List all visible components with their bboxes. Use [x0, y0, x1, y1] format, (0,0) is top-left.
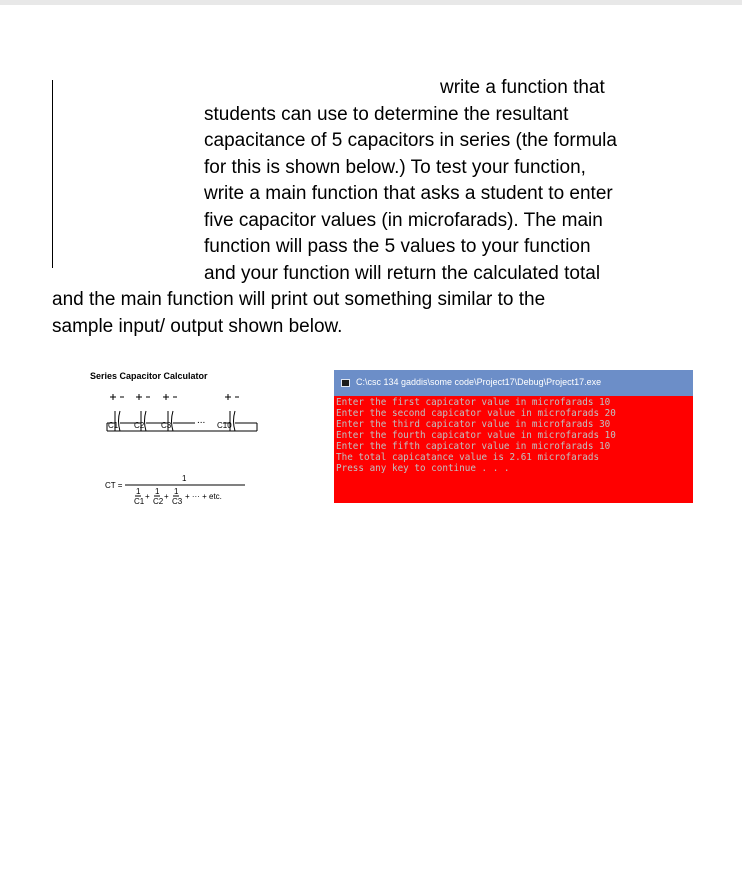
cap-label-c10: C10	[217, 421, 232, 430]
capacitor-diagram	[85, 365, 285, 515]
cap-label-c3: C3	[161, 421, 172, 430]
formula-lhs: CT =	[105, 481, 123, 490]
series-ellipsis: ...	[197, 415, 206, 426]
figure-title: Series Capacitor Calculator	[90, 371, 208, 381]
series-capacitor-figure	[85, 365, 285, 515]
console-line: Press any key to continue . . .	[336, 463, 510, 474]
paragraph-line: and the main function will print out something similar to the	[52, 289, 546, 310]
formula-tail: + ··· + etc.	[185, 492, 222, 501]
paragraph-line: capacitance of 5 capacitors in series (the formula	[204, 130, 617, 151]
cap-label-c1: C1	[108, 421, 119, 430]
term-num-3: 1	[174, 487, 179, 496]
plus-sign: +	[164, 492, 169, 501]
paragraph-line: write a main function that asks a student to enter	[204, 183, 613, 204]
term-num-2: 1	[155, 487, 160, 496]
console-output	[334, 396, 693, 503]
paragraph-line: five capacitor values (in microfarads). The main	[204, 210, 603, 231]
console-app-icon	[341, 379, 350, 387]
console-line: The total capicatance value is 2.61 microfarads	[336, 452, 600, 463]
paragraph-line: for this is shown below.) To test your function,	[204, 157, 586, 178]
console-line: Enter the fifth capicator value in microfarads 10	[336, 441, 611, 452]
term-den-3: C3	[172, 497, 183, 506]
console-line: Enter the second capicator value in microfarads 20	[336, 408, 616, 419]
paragraph-line: function will pass the 5 values to your function	[204, 236, 591, 257]
formula-numerator: 1	[182, 474, 187, 483]
cap-label-c2: C2	[134, 421, 145, 430]
paragraph-line: sample input/ output shown below.	[52, 316, 343, 337]
console-window	[334, 370, 693, 503]
term-den-2: C2	[153, 497, 164, 506]
console-line: Enter the fourth capicator value in microfarads 10	[336, 430, 616, 441]
paragraph-line: write a function that	[440, 77, 605, 98]
console-title: C:\csc 134 gaddis\some code\Project17\Debug\Project17.exe	[356, 377, 602, 387]
paragraph-line: students can use to determine the resultant	[204, 104, 569, 125]
term-num-1: 1	[136, 487, 141, 496]
assignment-paragraph	[0, 0, 742, 340]
console-line: Enter the first capicator value in microfarads 10	[336, 397, 611, 408]
paragraph-line: and your function will return the calculated total	[204, 263, 601, 284]
plus-sign: +	[145, 492, 150, 501]
console-line: Enter the third capicator value in microfarads 30	[336, 419, 611, 430]
console-titlebar[interactable]	[334, 370, 693, 396]
term-den-1: C1	[134, 497, 145, 506]
